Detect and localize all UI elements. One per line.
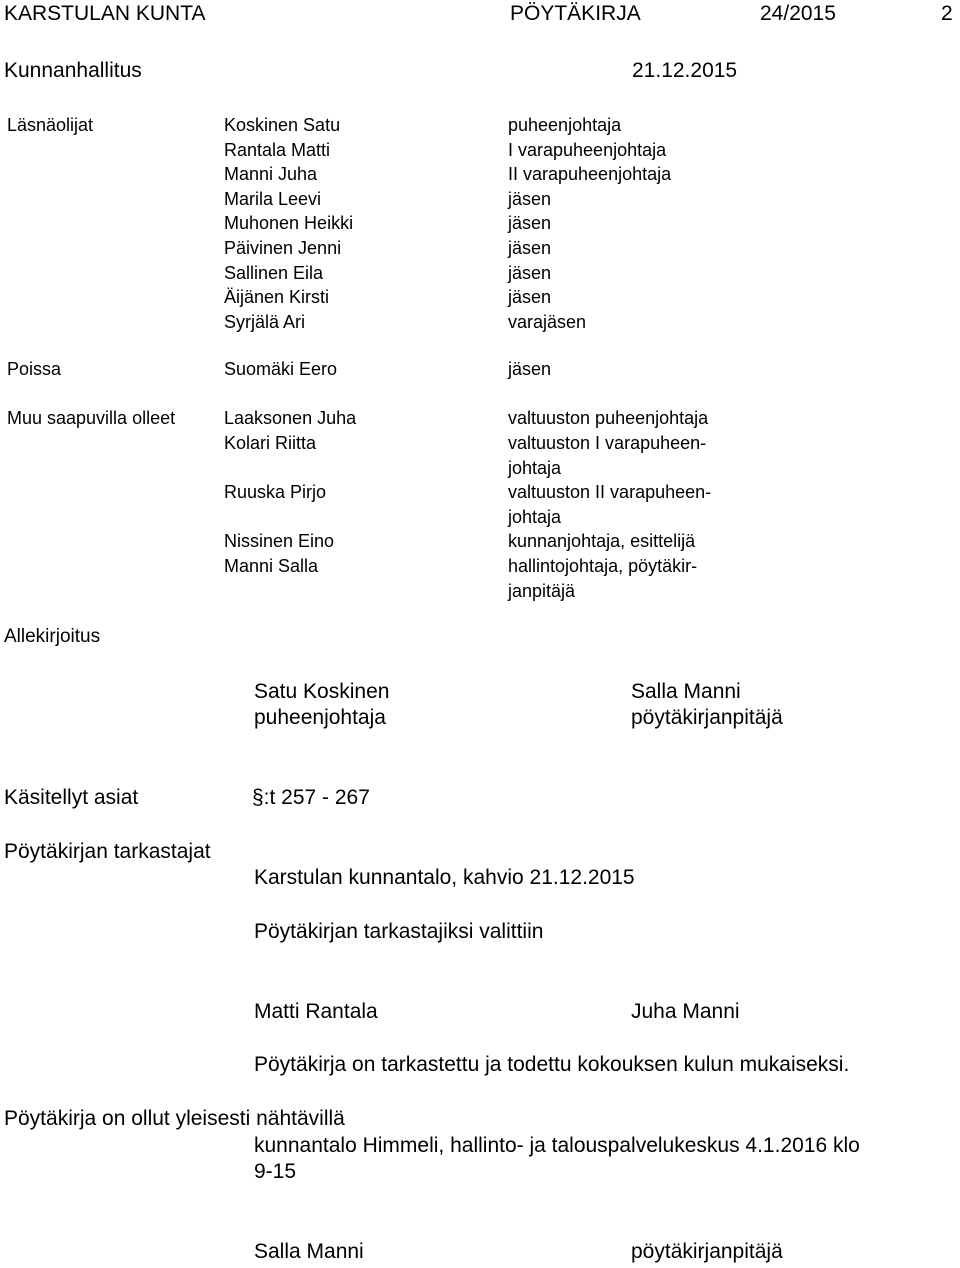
other-name: Kolari Riitta [224,433,317,453]
member-role: II varapuheenjohtaja [508,164,672,185]
present-roles [508,113,671,334]
review-place-date: Karstulan kunnantalo, kahvio 21.12.2015 [254,866,635,889]
present-label: Läsnäolijat [7,115,94,135]
member-name: Muhonen Heikki [224,213,354,234]
other-role: hallintojohtaja, pöytäkir- [508,556,698,576]
member-role: jäsen [508,188,552,209]
reviewer-2: Juha Manni [631,1000,740,1023]
doc-number: 24/2015 [760,2,836,25]
absent-name: Suomäki Eero [224,359,338,379]
member-role: varajäsen [508,311,587,332]
review-verified-text: Pöytäkirja on tarkastettu ja todettu kokouksen kulun mukaiseksi. [254,1053,850,1076]
review-label: Pöytäkirjan tarkastajat [4,840,211,863]
member-name: Marila Leevi [224,188,322,209]
other-role-cont: johtaja [508,458,562,478]
public-hours: 9-15 [254,1160,297,1183]
member-name: Koskinen Satu [224,115,341,135]
other-role: kunnanjohtaja, esittelijä [508,531,696,551]
member-name: Päivinen Jenni [224,237,342,258]
doc-type: PÖYTÄKIRJA [510,2,641,25]
present-names [224,113,353,334]
secretary-name: Salla Manni [631,680,741,703]
absent-role: jäsen [508,359,552,379]
other-name: Manni Salla [224,556,319,576]
member-name: Rantala Matti [224,139,331,160]
reviewer-1: Matti Rantala [254,1000,378,1023]
secretary-title: pöytäkirjanpitäjä [631,706,783,729]
member-role: jäsen [508,287,552,308]
page-number: 2 [941,2,953,25]
chair-name: Satu Koskinen [254,680,390,703]
org-name: KARSTULAN KUNTA [4,2,206,25]
review-chosen-text: Pöytäkirjan tarkastajiksi valittiin [254,920,544,943]
other-name: Ruuska Pirjo [224,482,327,502]
member-role: jäsen [508,262,552,283]
items-value: §:t 257 - 267 [252,786,370,809]
chair-title: puheenjohtaja [254,706,386,729]
member-role: jäsen [508,213,552,234]
other-role-cont: janpitäjä [508,581,576,601]
public-location: kunnantalo Himmeli, hallinto- ja talouspalvelukeskus 4.1.2016 klo [254,1134,860,1157]
governing-body: Kunnanhallitus [4,59,142,82]
other-role: valtuuston puheenjohtaja [508,408,709,428]
others-label: Muu saapuvilla olleet [7,408,176,428]
other-name: Laaksonen Juha [224,408,357,428]
absent-label: Poissa [7,359,62,379]
items-label: Käsitellyt asiat [4,786,139,809]
public-signer-name: Salla Manni [254,1240,364,1263]
public-label: Pöytäkirja on ollut yleisesti nähtävillä [4,1107,345,1130]
member-name: Äijänen Kirsti [224,287,330,308]
other-role-cont: johtaja [508,507,562,527]
meeting-date: 21.12.2015 [632,59,738,82]
member-role: jäsen [508,237,552,258]
member-name: Sallinen Eila [224,262,324,283]
member-role: I varapuheenjohtaja [508,139,667,160]
member-name: Syrjälä Ari [224,311,306,332]
other-name: Nissinen Eino [224,531,335,551]
signature-label: Allekirjoitus [4,626,101,647]
other-role: valtuuston I varapuheen- [508,433,707,453]
public-signer-title: pöytäkirjanpitäjä [631,1240,783,1263]
member-name: Manni Juha [224,164,318,185]
other-role: valtuuston II varapuheen- [508,482,712,502]
member-role: puheenjohtaja [508,115,622,135]
